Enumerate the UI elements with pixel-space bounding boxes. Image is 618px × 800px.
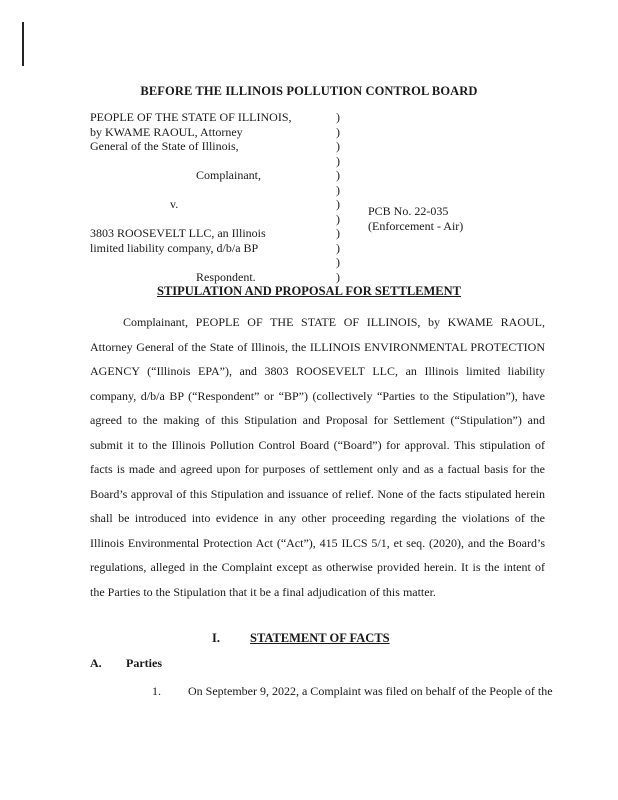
subsection-title: Parties — [126, 656, 162, 670]
section-number: I. — [212, 631, 220, 645]
margin-revision-bar — [22, 22, 24, 66]
paren-mark: ) — [336, 211, 340, 226]
paren-mark: ) — [336, 240, 340, 255]
caption-bracket — [336, 110, 346, 284]
respondent-line: limited liability company, d/b/a BP — [90, 240, 259, 255]
subsection-heading — [90, 656, 162, 671]
paren-mark: ) — [336, 226, 340, 240]
versus: v. — [170, 197, 179, 211]
paren-mark: ) — [336, 269, 340, 284]
case-number: PCB No. 22-035 — [368, 204, 449, 218]
intro-paragraph: Complainant, PEOPLE OF THE STATE OF ILLINOIS, by KWAME RAOUL, Attorney General of the State of Illinois, the ILLINOIS ENVIRONMENTAL PROTECTION AGENCY (“Illinois EPA”), and 3803 ROOSEVELT LLC, an Illinois limited liability company, d/b/a BP (“Respondent” or “BP”) (collectively “Parties to the Stipulation”), have agreed to the making of this Stipulation and Proposal for Settlement (“Stipulation”) and submit it to the Illinois Pollution Control Board (“Board”) for approval. This stipulation of facts is made and agreed upon for purposes of settlement only and as a factual basis for the Board’s approval of this Stipulation and issuance of relief. None of the facts stipulated herein shall be introduced into evidence in any other proceeding regarding the violations of the Illinois Environmental Protection Act (“Act”), 415 ILCS 5/1, et seq. (2020), and the Board’s regulations, alleged in the Complaint except as otherwise provided herein. It is the intent of the Parties to the Stipulation that it be a final adjudication of this matter. — [90, 315, 545, 599]
document-title: STIPULATION AND PROPOSAL FOR SETTLEMENT — [157, 284, 461, 298]
case-info — [368, 204, 463, 233]
section-title: STATEMENT OF FACTS — [250, 631, 390, 645]
paren-mark: ) — [336, 153, 340, 168]
paragraph-number: 1. — [152, 684, 161, 698]
board-title: BEFORE THE ILLINOIS POLLUTION CONTROL BOARD — [140, 84, 478, 98]
complainant-line: General of the State of Illinois, — [90, 139, 239, 153]
paren-mark: ) — [336, 168, 340, 182]
complainant-line: by KWAME RAOUL, Attorney — [90, 124, 243, 139]
case-type: (Enforcement - Air) — [368, 218, 464, 233]
paren-mark: ) — [336, 139, 340, 153]
caption-parties — [90, 110, 330, 284]
paren-mark: ) — [336, 124, 340, 139]
numbered-paragraph — [152, 684, 553, 699]
subsection-letter: A. — [90, 656, 102, 670]
paren-mark: ) — [336, 110, 340, 124]
complainant-line: PEOPLE OF THE STATE OF ILLINOIS, — [90, 110, 292, 124]
respondent-line: 3803 ROOSEVELT LLC, an Illinois — [90, 226, 266, 240]
complainant-role: Complainant, — [196, 168, 261, 182]
paren-mark: ) — [336, 182, 340, 197]
respondent-role: Respondent. — [196, 269, 256, 284]
paren-mark: ) — [336, 197, 340, 211]
paren-mark: ) — [336, 255, 340, 269]
paragraph-text: On September 9, 2022, a Complaint was filed on behalf of the People of the — [188, 684, 553, 698]
